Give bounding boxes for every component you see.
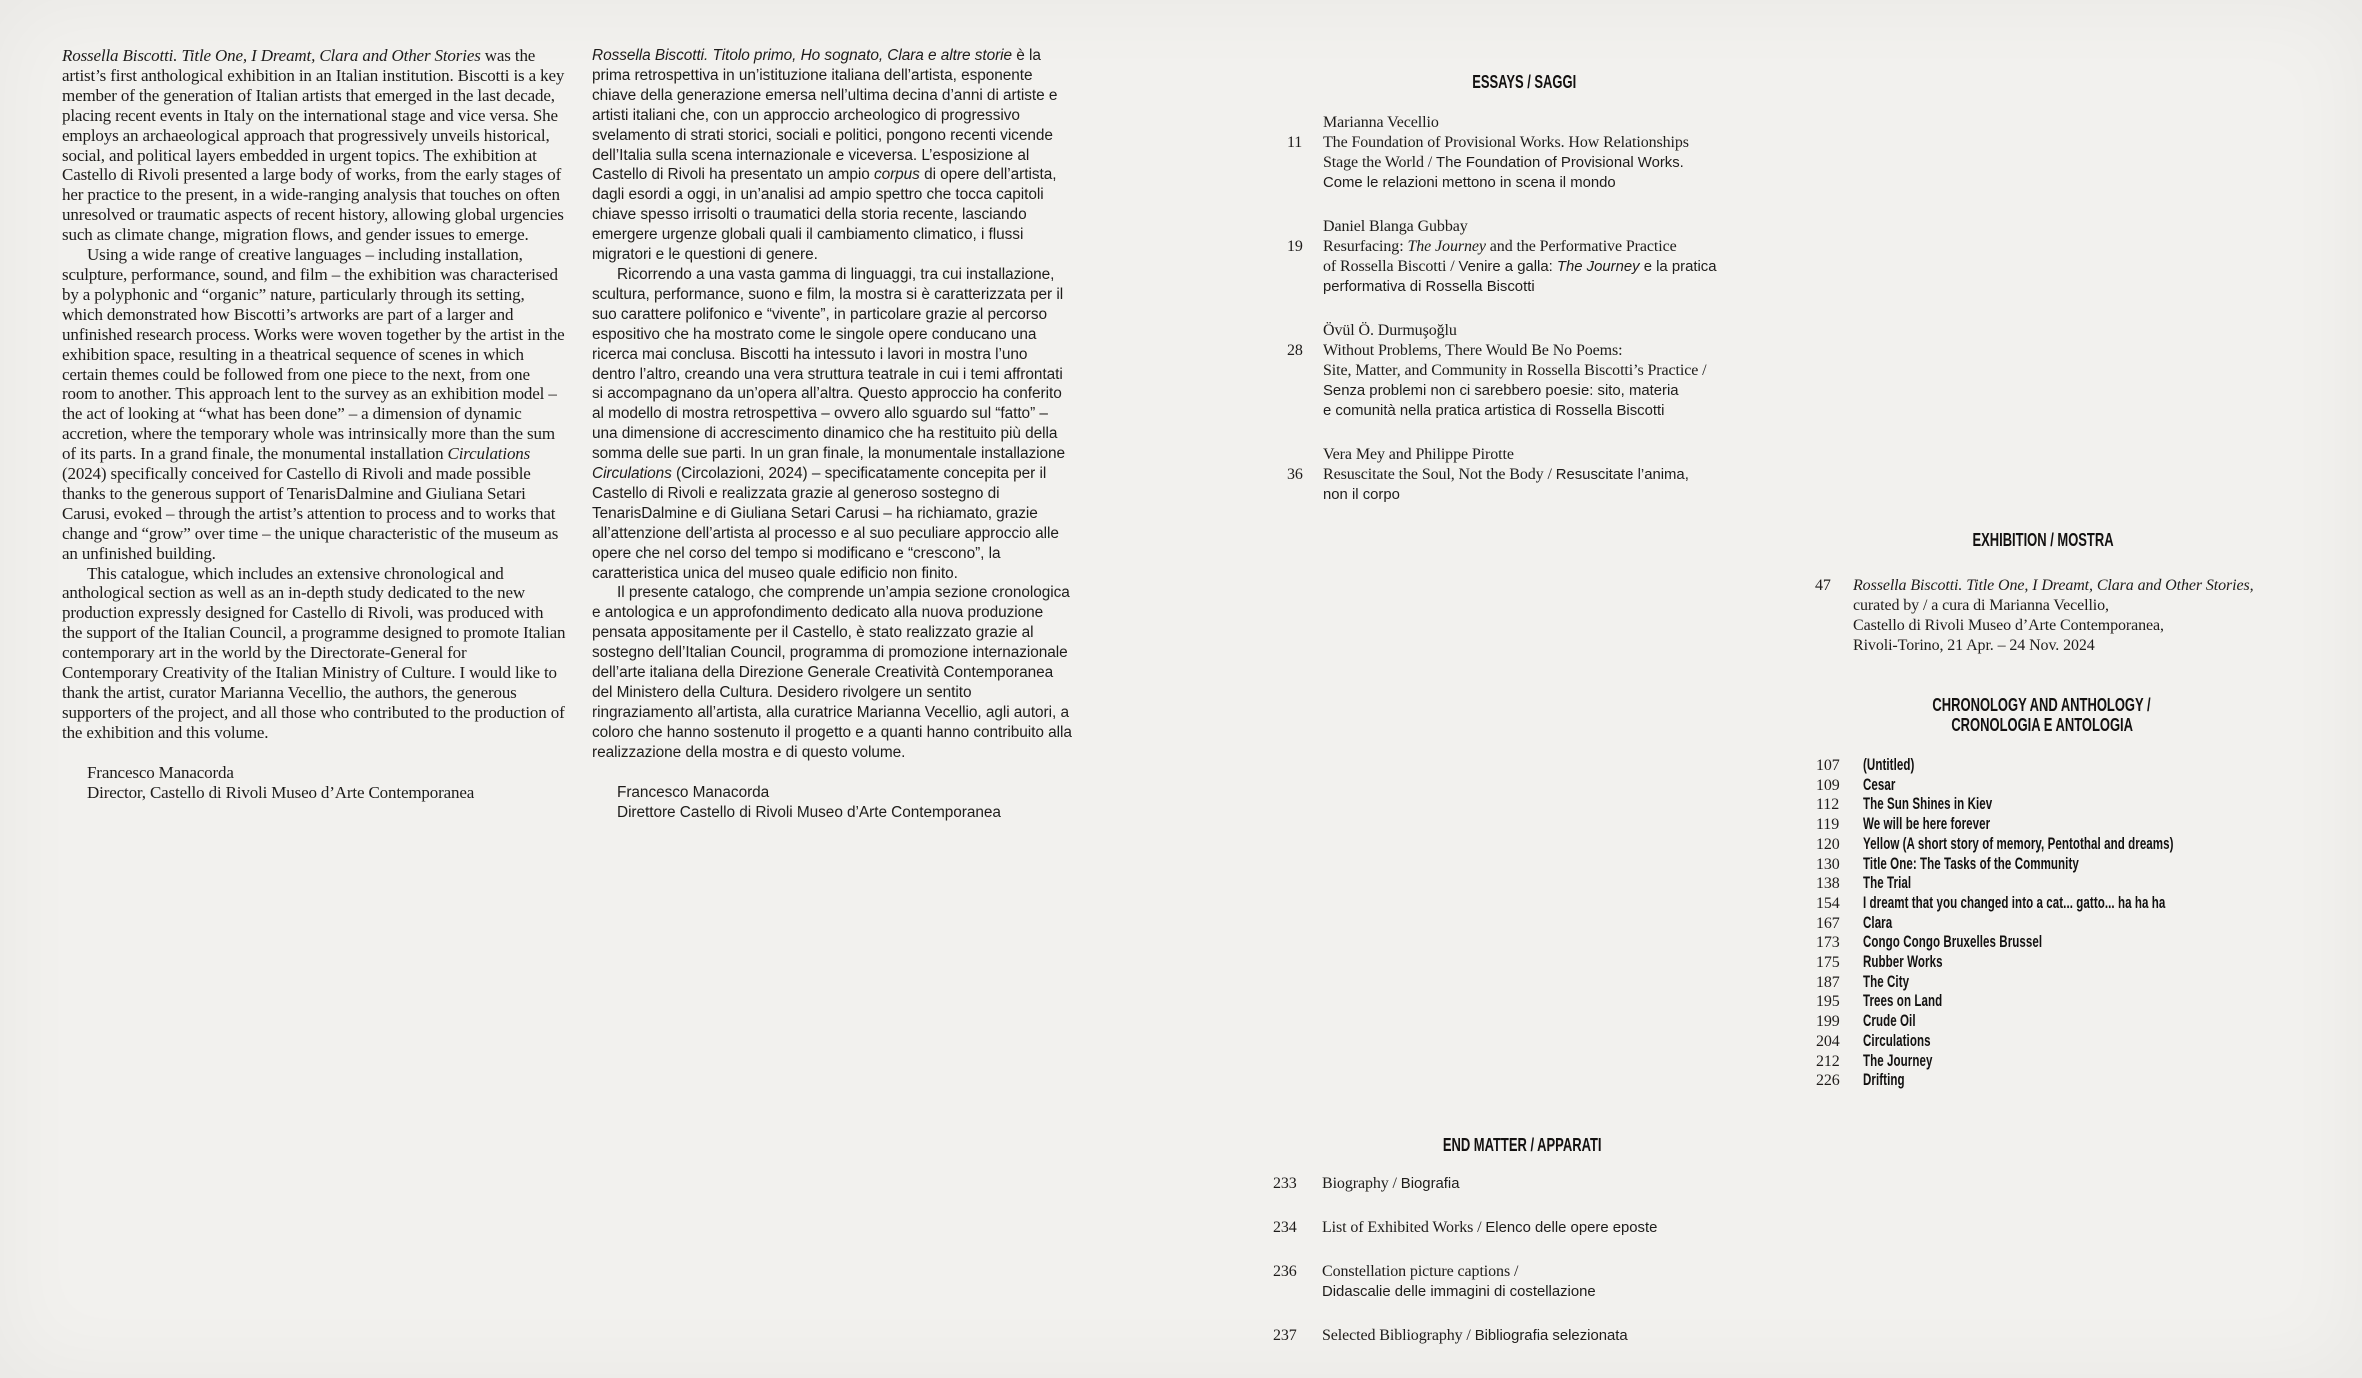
toc-section-end-matter (1273, 1135, 1722, 1370)
work-title: The Sun Shines in Kiev (1863, 795, 1993, 814)
text-segment: Using a wide range of creative languages – including installation, sculpture, performance, sound, and film – the exhibition was characterised by a polyphonic and “organic” nature, particularly through its setting, which demonstrated how Biscotti’s artworks are part of a larger and unfinished research process. Works were woven together by the artist in the exhibition space, resulting in a theatrical sequence of scenes in which certain themes could be followed from one piece to the next, from one room to another. This approach lent to the survey as an exhibition model – the act of looking at “what has been done” – a dimension of dynamic accretion, where the temporary whole was intrinsically more than the sum of its parts. In a grand finale, the monumental installation (62, 245, 565, 464)
text-segment: Stage the World / (1323, 154, 1437, 171)
text-segment: was the artist’s first anthological exhibition in an Italian institution. Biscotti is a key member of the generation of Italian artists that emerged in the last decade, placing recent events in Italy on the international stage and vice versa. She employs an archaeological approach that progressively unveils historical, social, and political layers embedded in urgent topics. The exhibition at Castello di Rivoli presented a large body of works, from the early stages of her practice to the present, in a wide-ranging analysis that touches on often unresolved or traumatic aspects of recent history, allowing global urgencies such as climate change, migration flows, and gender issues to emerge. (62, 46, 565, 245)
chronology-entry (1816, 1012, 2307, 1032)
text-segment: List of Exhibited Works / (1322, 1219, 1486, 1236)
chronology-entry (1816, 953, 2307, 973)
chronology-entry (1816, 1031, 2307, 1052)
text-segment: Rossella Biscotti. Title One, I Dreamt, Clara and Other Stories, (1853, 577, 2254, 594)
text-segment: The Journey (1556, 259, 1640, 275)
essays-heading (1323, 72, 1725, 92)
work-title: We will be here forever (1863, 815, 1991, 834)
text-segment: Didascalie delle immagini di costellazione (1322, 1284, 1596, 1300)
paragraph (592, 265, 1074, 584)
paragraph (62, 46, 566, 245)
toc-entry (1287, 321, 1725, 421)
text-segment: Rossella Biscotti. Title One, I Dreamt, Clara and Other Stories (62, 46, 481, 65)
page-number: 212 (1816, 1052, 1840, 1070)
text-segment: Castello di Rivoli Museo d’Arte Contemporanea, (1853, 617, 2164, 634)
chronology-list (1816, 756, 2307, 1091)
text-segment: e la pratica (1639, 259, 1717, 275)
chronology-entry (1816, 815, 2307, 835)
work-title: I dreamt that you changed into a cat... gatto... ha ha ha (1863, 893, 2166, 912)
text-segment: Biografia (1400, 1176, 1460, 1192)
work-title: The City (1863, 972, 1910, 991)
work-title: Trees on Land (1863, 992, 1943, 1011)
text-segment: curated by / a cura di Marianna Vecellio, (1853, 597, 2109, 614)
toc-entry (1273, 1326, 1722, 1346)
toc-section-essays (1287, 72, 1725, 529)
text-segment: The Foundation of Provisional Works. (1436, 155, 1684, 171)
text-segment: Constellation picture captions / (1322, 1263, 1519, 1280)
text-segment: Ricorrendo a una vasta gamma di linguaggi, tra cui installazione, scultura, performance, suono e film, la mostra si è caratterizzata per il suo carattere polifonico e “vivente”, in particolare grazie al percorso espositivo che ha mostrato come le singole opere conducano una ricerca mai conclusa. Biscotti ha intessuto i lavori in mostra l’uno dentro l’altro, creando una vera struttura teatrale in cui i temi affrontati si accompagnano da un’opera all’altra. Questo approccio ha conferito al modello di mostra retrospettiva – ovvero allo sguardo sul “fatto” – una dimensione di accrescimento dinamico che ha restituito più della somma delle sue parti. In un gran finale, la monumentale installazione (592, 265, 1066, 463)
text-segment: non il corpo (1323, 487, 1400, 503)
end-matter-heading-text: END MATTER / APPARATI (1442, 1135, 1602, 1155)
text-segment: Selected Bibliography / (1322, 1327, 1475, 1344)
toc-entry-title (1853, 576, 2254, 656)
page-number: 236 (1273, 1263, 1297, 1280)
text-segment: Il presente catalogo, che comprende un’ampia sezione cronologica e antologica e un approfondimento dedicato alla nuova produzione pensata appositamente per il Castello, è stato realizzato grazie al sostegno dell’Italian Council, programma di promozione internazionale dell’arte italiana della Direzione Generale Creatività Contemporanea del Ministero della Cultura. Desidero rivolgere un sentito ringraziamento all’artista, alla curatrice Marianna Vecellio, agli autori, a coloro che hanno sostenuto il progetto e a quanti hanno contribuito alla realizzazione della mostra e di questo volume. (592, 584, 1072, 761)
page-number: 234 (1273, 1219, 1297, 1236)
work-title: Rubber Works (1863, 953, 1943, 972)
signature-role: Direttore Castello di Rivoli Museo d’Arte Contemporanea (617, 803, 1001, 821)
work-title: Clara (1863, 913, 1893, 932)
text-segment: Without Problems, There Would Be No Poems: (1323, 342, 1623, 359)
chronology-entry (1816, 795, 2307, 815)
work-title: Crude Oil (1863, 1012, 1916, 1031)
chronology-heading-line-2: CRONOLOGIA E ANTOLOGIA (1951, 715, 2133, 735)
page-number: 19 (1287, 238, 1303, 255)
page-number: 167 (1816, 914, 1840, 932)
chronology-entry (1816, 775, 2307, 796)
toc-section-exhibition (1815, 530, 2254, 680)
chronology-heading (1863, 695, 2221, 735)
page-number: 237 (1273, 1327, 1297, 1344)
signature-block-english (62, 763, 566, 803)
work-title: The Trial (1863, 874, 1912, 893)
text-segment: di opere dell’artista, dagli esordi a oggi, in un’analisi ad ampio spettro che tocca capitoli chiave spesso irrisolti o traumatici della storia recente, lasciando emergere urgenze globali quali il cambiamento climatico, i flussi migratori e le questioni di genere. (592, 166, 1057, 264)
page-number: 226 (1816, 1072, 1840, 1090)
toc-entry (1287, 445, 1725, 505)
text-segment: Come le relazioni mettono in scena il mondo (1323, 175, 1616, 191)
page-number: 138 (1816, 875, 1840, 893)
chronology-entry (1816, 972, 2307, 993)
essay-author: Vera Mey and Philippe Pirotte (1323, 446, 1514, 463)
text-segment: Biography / (1322, 1175, 1401, 1192)
text-segment: Senza problemi non ci sarebbero poesie: sito, materia (1323, 383, 1679, 399)
page-number: 36 (1287, 466, 1303, 483)
page-number: 47 (1815, 577, 1831, 594)
text-segment: Resuscitate the Soul, Not the Body / (1323, 466, 1556, 483)
toc-entry-title (1323, 465, 1725, 505)
exhibition-heading-text: EXHIBITION / MOSTRA (1972, 530, 2114, 550)
text-segment: Rivoli-Torino, 21 Apr. – 24 Nov. 2024 (1853, 637, 2095, 654)
text-segment: Rossella Biscotti. Titolo primo, Ho sognato, Clara e altre storie (592, 47, 1013, 64)
signature-block-italian (592, 783, 1074, 823)
page-number: 11 (1287, 134, 1303, 151)
work-title: Congo Congo Bruxelles Brussel (1863, 933, 2043, 952)
page-number: 199 (1816, 1013, 1840, 1031)
text-segment: Resurfacing: (1323, 238, 1408, 255)
page-number: 107 (1816, 757, 1840, 774)
work-title: The Journey (1863, 1051, 1933, 1070)
essays-heading-text: ESSAYS / SAGGI (1472, 72, 1576, 92)
toc-entry (1273, 1218, 1722, 1238)
chronology-entry (1816, 913, 2307, 934)
end-matter-entries (1273, 1174, 1722, 1346)
toc-entry-title (1323, 341, 1725, 421)
foreword-italian-text (592, 46, 1074, 763)
end-matter-heading (1322, 1135, 1722, 1155)
text-segment: (Circolazioni, 2024) – specificatamente concepita per il Castello di Rivoli e realizzata grazie al generoso sostegno di TenarisDalmine e di Giuliana Setari Carusi – ha richiamato, grazie all’attenzione dell’artista al processo e al suo peculiare approccio alle opere che nel corso del tempo si modificano e “crescono”, la caratteristica unica del museo quale edificio non finito. (592, 465, 1059, 582)
paragraph (62, 564, 566, 743)
text-segment: (2024) specifically conceived for Castello di Rivoli and made possible thanks to the generous support of TenarisDalmine and Giuliana Setari Carusi, evoked – through the artist’s attention to process and to works that change and “grow” over time – the unique characteristic of the museum as an unfinished building. (62, 464, 559, 563)
paragraph (62, 245, 566, 564)
text-segment: Circulations (592, 465, 672, 483)
toc-entry (1273, 1174, 1722, 1194)
chronology-entry (1816, 756, 2307, 776)
exhibition-heading (1853, 530, 2233, 550)
text-segment: e comunità nella pratica artistica di Rossella Biscotti (1323, 403, 1665, 419)
toc-entry (1287, 217, 1725, 297)
chronology-entry (1816, 874, 2307, 894)
toc-entry (1273, 1262, 1722, 1302)
foreword-english (62, 46, 566, 803)
paragraph (592, 583, 1074, 762)
page-number: 233 (1273, 1175, 1297, 1192)
signature-name: Francesco Manacorda (87, 762, 234, 782)
chronology-entry (1816, 1051, 2307, 1072)
chronology-heading-line-1: CHRONOLOGY AND ANTHOLOGY / (1932, 695, 2152, 715)
work-title: Drifting (1863, 1071, 1905, 1090)
work-title: Title One: The Tasks of the Community (1863, 854, 2079, 873)
essays-entries (1287, 113, 1725, 505)
foreword-english-text (62, 46, 566, 743)
foreword-italian (592, 46, 1074, 822)
chronology-entry (1816, 933, 2307, 953)
page-number: 28 (1287, 342, 1303, 359)
page-number: 119 (1816, 816, 1840, 834)
text-segment: Site, Matter, and Community in Rossella Biscotti’s Practice / (1323, 362, 1707, 379)
page-number: 204 (1816, 1032, 1840, 1050)
work-title: Yellow (A short story of memory, Pentothal and dreams) (1863, 834, 2174, 853)
essay-author: Daniel Blanga Gubbay (1323, 218, 1468, 235)
page-number: 120 (1816, 835, 1840, 853)
text-segment: of Rossella Biscotti / (1323, 258, 1459, 275)
page-number: 130 (1816, 855, 1840, 873)
work-title: Cesar (1863, 775, 1896, 794)
paragraph (592, 46, 1074, 265)
chronology-entry (1816, 834, 2307, 855)
signature-name: Francesco Manacorda (617, 783, 770, 801)
page-number: 109 (1816, 776, 1840, 794)
exhibition-entries (1815, 576, 2254, 656)
text-segment: Resuscitate l’anima, (1555, 467, 1689, 483)
toc-entry (1815, 576, 2254, 656)
text-segment: corpus (873, 166, 920, 184)
text-segment: Circulations (447, 444, 531, 464)
page-number: 173 (1816, 934, 1840, 952)
text-segment: è la prima retrospettiva in un’istituzione italiana dell’artista, esponente chiave della generazione emersa nell’ultima decina d’anni di artiste e artisti italiani che, con un approccio archeologico di progressivo svelamento di strati storici, sociali e politici, pongono recenti vicende dell’Italia sulla scena internazionale e viceversa. L’esposizione al Castello di Rivoli ha presentato un ampio (592, 47, 1058, 184)
chronology-entry (1816, 992, 2307, 1012)
toc-entry-title (1322, 1218, 1722, 1238)
text-segment: The Foundation of Provisional Works. How Relationships (1323, 134, 1689, 151)
essay-author: Övül Ö. Durmuşoğlu (1323, 322, 1457, 339)
essay-author: Marianna Vecellio (1323, 114, 1439, 131)
toc-entry (1287, 113, 1725, 193)
chronology-entry (1816, 1071, 2307, 1091)
page-number: 175 (1816, 954, 1840, 972)
work-title: Circulations (1863, 1031, 1931, 1050)
text-segment: Bibliografia selezionata (1474, 1328, 1628, 1344)
text-segment: and the Performative Practice (1485, 238, 1677, 255)
text-segment: This catalogue, which includes an extensive chronological and anthological section as well as an in-depth study dedicated to the new production expressly designed for Castello di Rivoli, was produced with the support of the Italian Council, a programme designed to promote Italian contemporary art in the world by the Directorate-General for Contemporary Creativity of the Italian Ministry of Culture. I would like to thank the artist, curator Marianna Vecellio, the authors, the generous supporters of the project, and all those who contributed to the production of the exhibition and this volume. (62, 563, 566, 742)
signature-role: Director, Castello di Rivoli Museo d’Arte Contemporanea (87, 782, 475, 802)
toc-entry-title (1322, 1174, 1722, 1194)
chronology-entry (1816, 854, 2307, 875)
page-number: 187 (1816, 973, 1840, 991)
toc-entry-title (1322, 1326, 1722, 1346)
toc-entry-title (1323, 133, 1725, 193)
page-number: 154 (1816, 894, 1840, 912)
chronology-entry (1816, 893, 2307, 914)
work-title: (Untitled) (1863, 756, 1915, 774)
toc-entry-title (1322, 1262, 1722, 1302)
page-number: 195 (1816, 993, 1840, 1011)
text-segment: The Journey (1407, 238, 1486, 255)
toc-entry-title (1323, 237, 1725, 297)
page-number: 112 (1816, 796, 1840, 814)
text-segment: Venire a galla: (1458, 259, 1557, 275)
text-segment: Elenco delle opere eposte (1485, 1220, 1658, 1236)
text-segment: performativa di Rossella Biscotti (1323, 279, 1535, 295)
